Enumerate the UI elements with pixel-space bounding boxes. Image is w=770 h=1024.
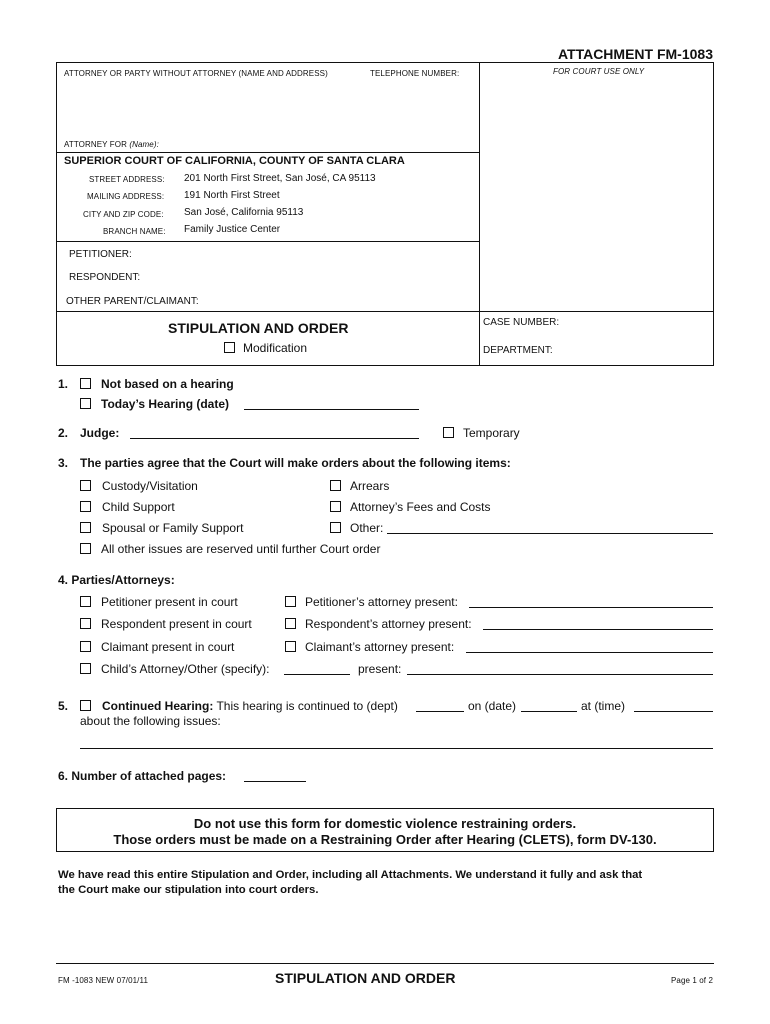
pet-present-label: Petitioner present in court [101,595,238,609]
not-based-checkbox[interactable] [80,378,91,389]
pet-atty-label: Petitioner’s attorney present: [305,595,458,609]
mailing-value: 191 North First Street [184,190,280,201]
court-party-divider [56,241,480,242]
header-divider [479,62,480,366]
temporary-checkbox[interactable] [443,427,454,438]
city-label: CITY AND ZIP CODE: [83,210,164,219]
custody-label: Custody/Visitation [102,479,198,493]
footer-form-id: FM -1083 NEW 07/01/11 [58,976,148,985]
dept-line[interactable] [416,711,464,712]
not-based-label: Not based on a hearing [101,377,234,391]
child-present-line[interactable] [407,674,713,675]
claim-present-checkbox[interactable] [80,641,91,652]
pet-atty-line[interactable] [469,607,713,608]
footer-title: STIPULATION AND ORDER [275,970,456,986]
custody-checkbox[interactable] [80,480,91,491]
child-support-label: Child Support [102,500,175,514]
claim-atty-checkbox[interactable] [285,641,296,652]
item6-label: 6. Number of attached pages: [58,769,227,783]
today-hearing-date-line[interactable] [244,409,419,410]
case-number-label: CASE NUMBER: [483,317,560,328]
attorney-for-name: (Name): [129,140,159,149]
fees-label: Attorney’s Fees and Costs [350,500,491,514]
item2-number: 2. [58,426,69,440]
warning-line1: Do not use this form for domestic violence restraining orders. [193,816,577,831]
reserved-checkbox[interactable] [80,543,91,554]
modification-checkbox[interactable] [224,342,235,353]
resp-atty-line[interactable] [483,629,713,630]
child-support-checkbox[interactable] [80,501,91,512]
branch-label: BRANCH NAME: [103,227,166,236]
form-title: STIPULATION AND ORDER [168,320,349,336]
issues-line[interactable] [80,748,713,749]
branch-value: Family Justice Center [184,224,281,235]
resp-present-checkbox[interactable] [80,618,91,629]
other-parent-label: OTHER PARENT/CLAIMANT: [66,296,199,307]
other-line[interactable] [387,533,713,534]
claim-present-label: Claimant present in court [101,640,235,654]
other-label: Other: [350,521,384,535]
item4-title: 4. Parties/Attorneys: [58,573,175,587]
today-hearing-label: Today’s Hearing (date) [101,397,230,411]
spousal-label: Spousal or Family Support [102,521,244,535]
telephone-label: TELEPHONE NUMBER: [370,69,460,78]
attorney-for-label [64,140,159,149]
arrears-checkbox[interactable] [330,480,341,491]
resp-atty-checkbox[interactable] [285,618,296,629]
judge-line[interactable] [130,438,419,439]
street-label: STREET ADDRESS: [89,175,165,184]
party-title-divider [56,311,714,312]
continued-dept: This hearing is continued to (dept) [213,699,398,713]
item3-intro: The parties agree that the Court will make orders about the following items: [80,456,511,470]
continued-bold: Continued Hearing: [102,699,214,713]
warning-line2: Those orders must be made on a Restraining Order after Hearing (CLETS), form DV-130. [113,832,657,847]
issues-label: about the following issues: [80,714,221,728]
attorney-for-text: ATTORNEY FOR [64,140,130,149]
other-checkbox[interactable] [330,522,341,533]
attorney-court-divider [56,152,480,153]
continued-checkbox[interactable] [80,700,91,711]
resp-present-label: Respondent present in court [101,617,252,631]
declaration-line1: We have read this entire Stipulation and Order, including all Attachments. We understand it fully and ask that [58,869,643,881]
footer-page: Page 1 of 2 [670,976,713,985]
petitioner-label: PETITIONER: [69,249,132,260]
date-line[interactable] [521,711,577,712]
declaration-line2: the Court make our stipulation into court orders. [58,884,319,896]
court-use-label: FOR COURT USE ONLY [553,67,645,76]
continued-text [102,699,398,713]
department-label: DEPARTMENT: [483,345,553,356]
attached-pages-line[interactable] [244,781,306,782]
court-title: SUPERIOR COURT OF CALIFORNIA, COUNTY OF SANTA CLARA [64,155,405,167]
temporary-label: Temporary [463,426,520,440]
spousal-checkbox[interactable] [80,522,91,533]
pet-atty-checkbox[interactable] [285,596,296,607]
claim-atty-label: Claimant’s attorney present: [305,640,455,654]
respondent-label: RESPONDENT: [69,272,141,283]
reserved-label: All other issues are reserved until further Court order [101,542,381,556]
child-atty-checkbox[interactable] [80,663,91,674]
footer-rule [56,963,714,964]
today-hearing-checkbox[interactable] [80,398,91,409]
fees-checkbox[interactable] [330,501,341,512]
on-date-label: on (date) [468,699,517,713]
item5-number: 5. [58,699,69,713]
city-value: San José, California 95113 [184,207,304,218]
time-line[interactable] [634,711,713,712]
child-atty-line[interactable] [284,674,350,675]
child-atty-label: Child’s Attorney/Other (specify): [101,662,270,676]
modification-label: Modification [243,341,308,355]
item1-number: 1. [58,377,69,391]
at-time-label: at (time) [581,699,626,713]
attorney-label: ATTORNEY OR PARTY WITHOUT ATTORNEY (NAME AND ADDRESS) [64,69,328,78]
judge-label: Judge: [80,426,120,440]
warning-box [56,808,714,852]
attachment-title: ATTACHMENT FM-1083 [557,46,713,62]
child-present-label: present: [358,662,402,676]
resp-atty-label: Respondent’s attorney present: [305,617,472,631]
claim-atty-line[interactable] [466,652,713,653]
mailing-label: MAILING ADDRESS: [87,192,165,201]
pet-present-checkbox[interactable] [80,596,91,607]
street-value: 201 North First Street, San José, CA 95113 [184,173,376,184]
arrears-label: Arrears [350,479,390,493]
item3-number: 3. [58,456,69,470]
